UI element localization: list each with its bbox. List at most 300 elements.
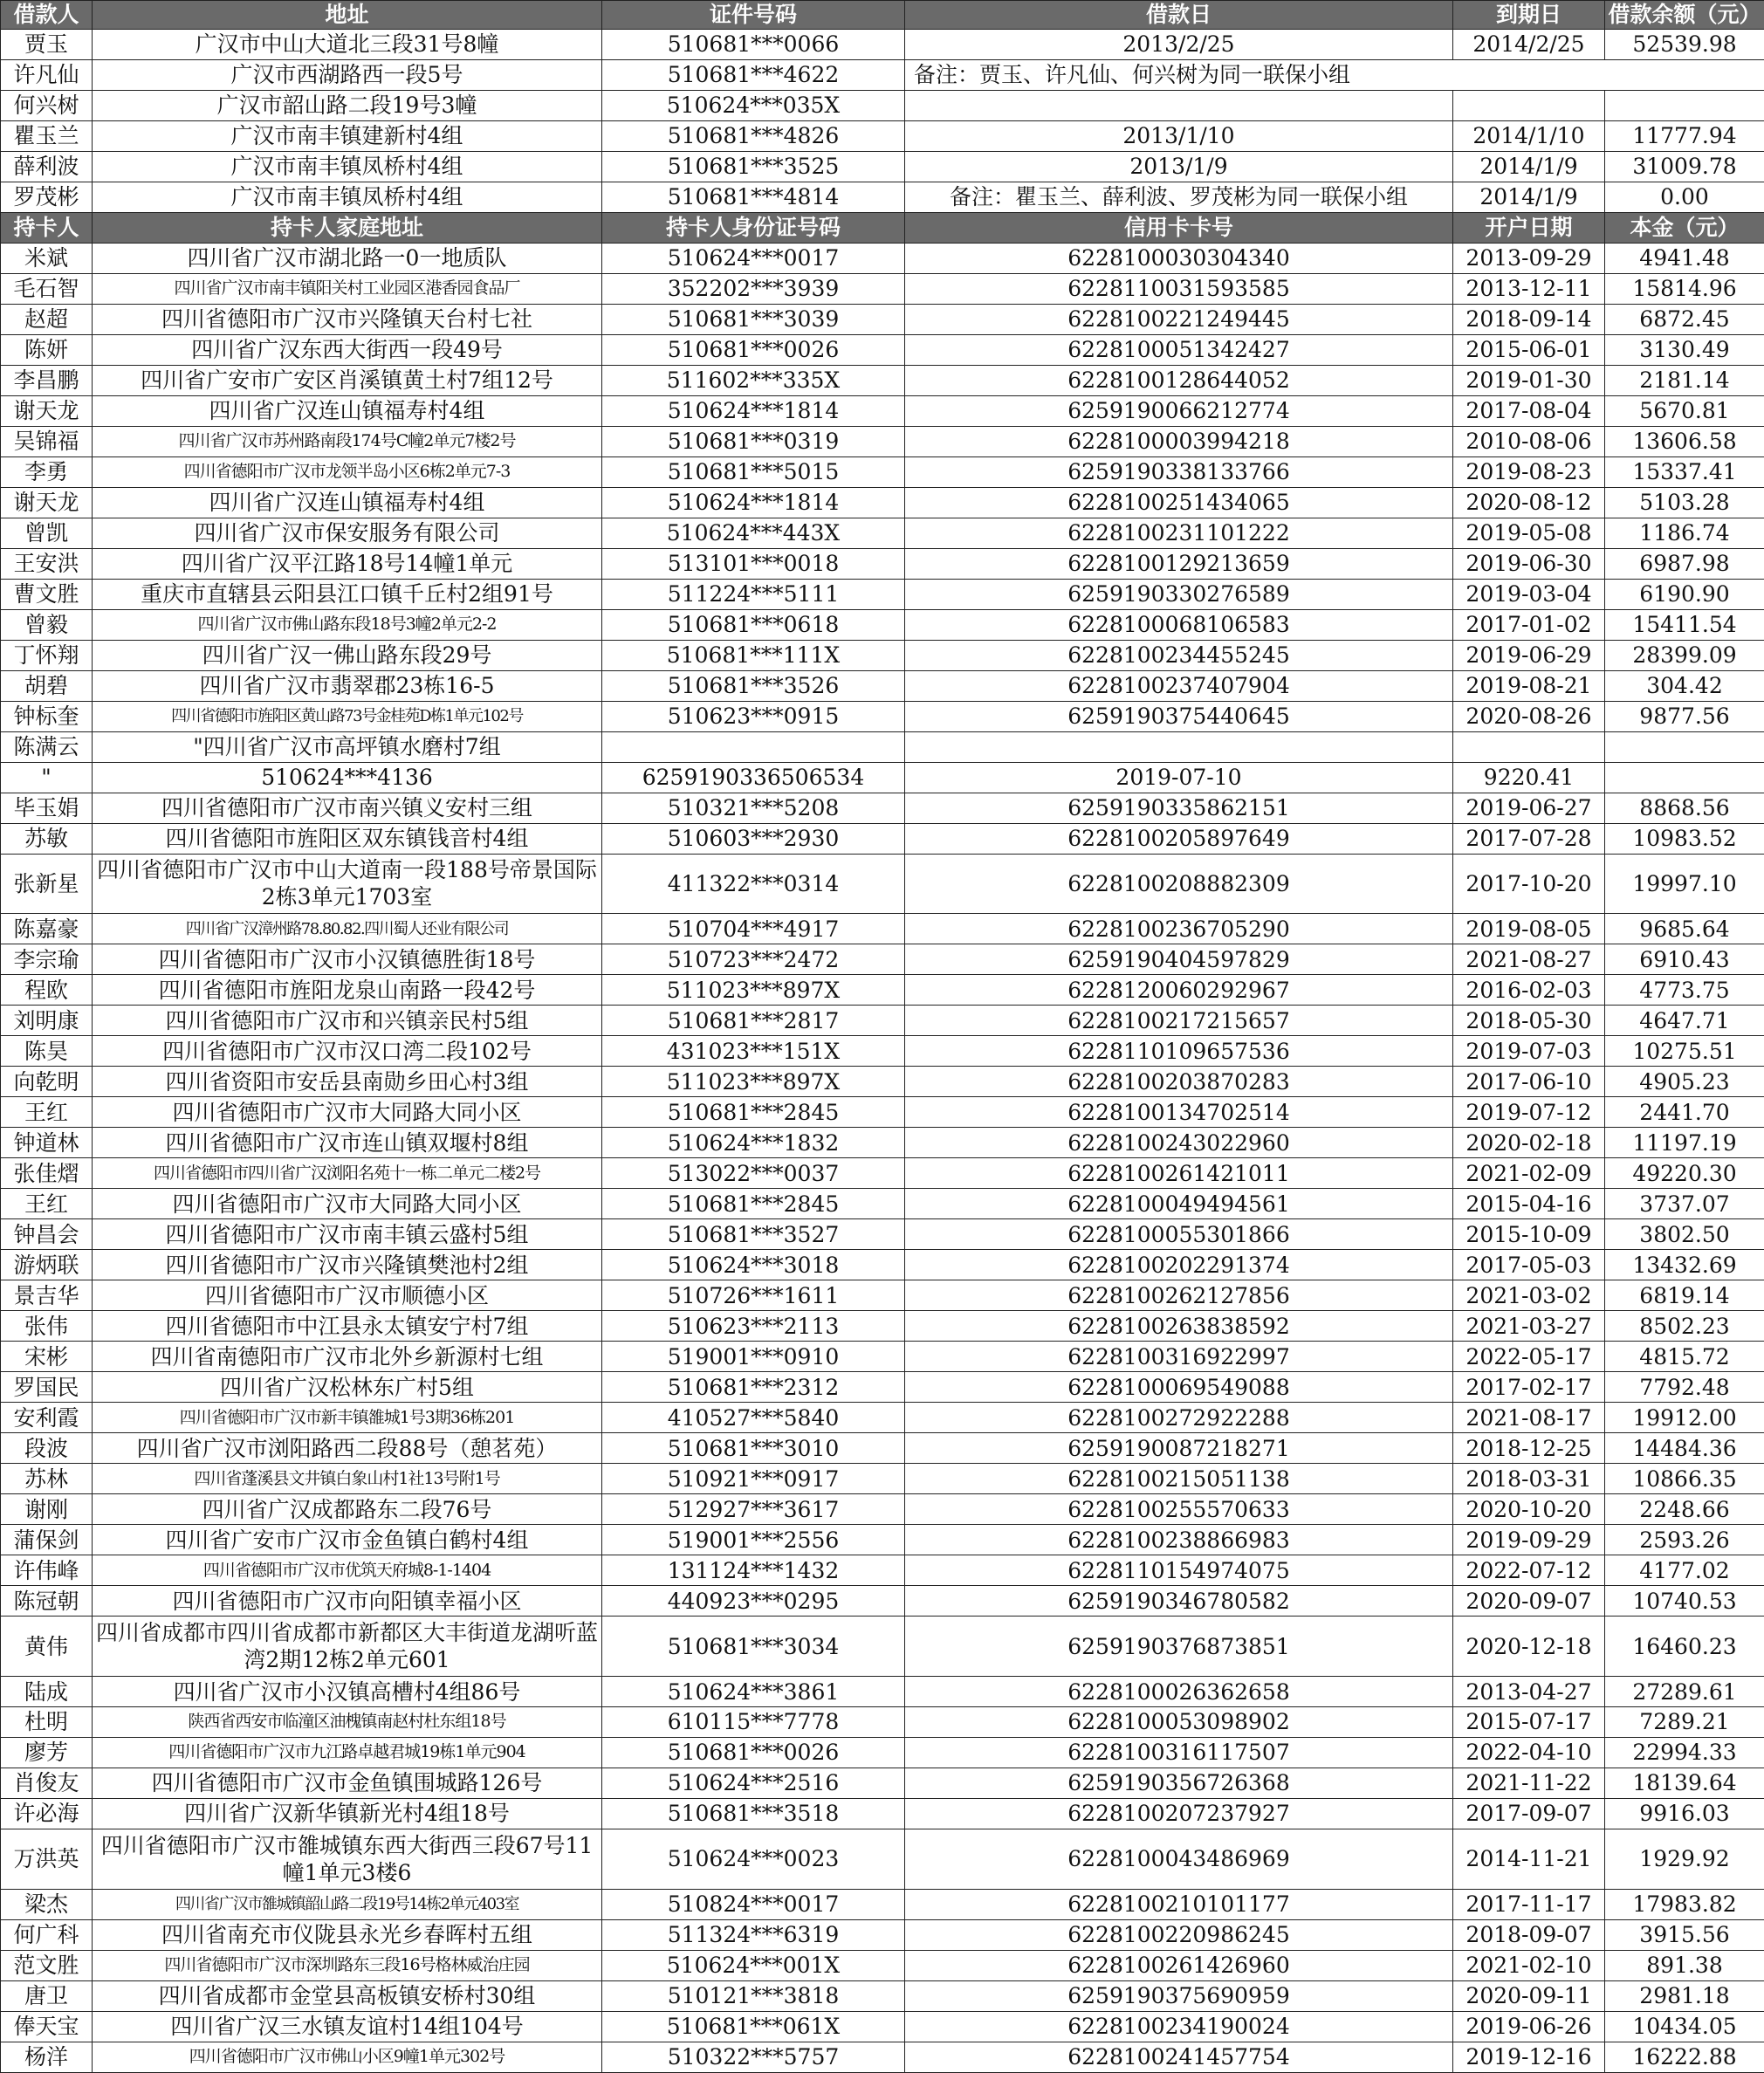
card-row [1, 1067, 1764, 1097]
address-cell: 广汉市南丰镇建新村4组 [93, 120, 602, 151]
id-cell: 440923***0295 [602, 1586, 905, 1617]
amount-cell: 27289.61 [1605, 1677, 1764, 1707]
name-cell: 毛石智 [1, 273, 93, 304]
card-cell: 6228100205897649 [905, 823, 1453, 854]
amount-cell: 19912.00 [1605, 1403, 1764, 1433]
date-cell: 2010-08-06 [1453, 426, 1605, 456]
card-cell: 6228100236705290 [905, 914, 1453, 944]
balance-cell: 0.00 [1605, 182, 1764, 212]
name-cell: 何广科 [1, 1919, 93, 1950]
date-cell: 2020-09-07 [1453, 1586, 1605, 1617]
column-header: 本金（元） [1605, 212, 1764, 243]
remark-cell: 备注：贾玉、许凡仙、何兴树为同一联保小组 [905, 59, 1764, 90]
name-cell: 蒲保剑 [1, 1525, 93, 1555]
card-cell: 6228100134702514 [905, 1097, 1453, 1128]
date-cell: 2019-06-29 [1453, 640, 1605, 670]
name-cell: 张伟 [1, 1311, 93, 1342]
card-row [1, 2011, 1764, 2042]
amount-cell: 13606.58 [1605, 426, 1764, 456]
card-row [1, 1006, 1764, 1036]
id-cell: 510681***0618 [602, 609, 905, 640]
loan-date-cell: 2013/1/9 [905, 151, 1453, 182]
amount-cell: 7792.48 [1605, 1372, 1764, 1403]
amount-cell: 10434.05 [1605, 2011, 1764, 2042]
id-cell: 511324***6319 [602, 1919, 905, 1950]
amount-cell: 5103.28 [1605, 487, 1764, 518]
address-cell: 四川省广汉市雒城镇韶山路二段19号14栋2单元403室 [93, 1889, 602, 1919]
card-cell: 6228100069549088 [905, 1372, 1453, 1403]
id-cell: 510624***0023 [602, 1829, 905, 1889]
empty-cell [1605, 731, 1764, 762]
id-cell: 510681***111X [602, 640, 905, 670]
address-cell: 四川省德阳市广汉市龙领半岛小区6栋2单元7-3 [93, 456, 602, 487]
card-row [1, 670, 1764, 701]
address-cell: 四川省资阳市安岳县南勋乡田心村3组 [93, 1067, 602, 1097]
address-cell: 四川省德阳市广汉市深圳路东三段16号格林威治庄园 [93, 1950, 602, 1980]
name-cell: 陈昊 [1, 1036, 93, 1067]
amount-cell: 9220.41 [1453, 762, 1605, 793]
amount-cell: 4177.02 [1605, 1555, 1764, 1586]
card-cell: 6228100221249445 [905, 304, 1453, 334]
card-cell: 6228110031593585 [905, 273, 1453, 304]
column-header: 地址 [93, 1, 602, 30]
id-cell: 510921***0917 [602, 1464, 905, 1494]
id-cell: 519001***2556 [602, 1525, 905, 1555]
name-cell: 段波 [1, 1433, 93, 1464]
id-cell: 510704***4917 [602, 914, 905, 944]
card-cell: 6228100203870283 [905, 1067, 1453, 1097]
amount-cell: 2248.66 [1605, 1494, 1764, 1525]
name-cell: 曹文胜 [1, 579, 93, 609]
amount-cell: 10983.52 [1605, 823, 1764, 854]
card-cell: 6228100316117507 [905, 1737, 1453, 1768]
balance-cell: 31009.78 [1605, 151, 1764, 182]
card-row [1, 1280, 1764, 1311]
amount-cell: 9685.64 [1605, 914, 1764, 944]
name-cell: 宋彬 [1, 1342, 93, 1372]
id-cell: 510681***061X [602, 2011, 905, 2042]
amount-cell: 7289.21 [1605, 1707, 1764, 1738]
card-cell: 6228100251434065 [905, 487, 1453, 518]
address-cell: 四川省德阳市广汉市金鱼镇围城路126号 [93, 1768, 602, 1798]
address-cell: 广汉市南丰镇凤桥村4组 [93, 151, 602, 182]
amount-cell: 49220.30 [1605, 1158, 1764, 1189]
address-cell: 四川省广汉市小汉镇高槽村4组86号 [93, 1677, 602, 1707]
date-cell: 2015-10-09 [1453, 1219, 1605, 1250]
id-cell: 510681***4622 [602, 59, 905, 90]
card-row [1, 395, 1764, 426]
card-row [1, 1433, 1764, 1464]
balance-cell: 11777.94 [1605, 120, 1764, 151]
name-cell: 罗茂彬 [1, 182, 93, 212]
address-cell: 四川省成都市四川省成都市新都区大丰街道龙湖听蓝湾2期12栋2单元601 [93, 1617, 602, 1677]
name-cell: 毕玉娟 [1, 793, 93, 823]
id-cell: 510681***2845 [602, 1097, 905, 1128]
card-cell: 6228110154974075 [905, 1555, 1453, 1586]
date-cell: 2019-06-27 [1453, 793, 1605, 823]
date-cell: 2019-07-10 [905, 762, 1453, 793]
address-cell: 四川省德阳市旌阳区黄山路73号金桂苑D栋1单元102号 [93, 701, 602, 731]
card-row [1, 273, 1764, 304]
date-cell: 2019-06-26 [1453, 2011, 1605, 2042]
column-header: 借款人 [1, 1, 93, 30]
date-cell: 2019-08-05 [1453, 914, 1605, 944]
address-cell: 四川省广安市广安区肖溪镇黄土村7组12号 [93, 365, 602, 395]
card-row [1, 518, 1764, 548]
amount-cell: 6872.45 [1605, 304, 1764, 334]
address-cell: 广汉市西湖路西一段5号 [93, 59, 602, 90]
address-cell: 广汉市中山大道北三段31号8幢 [93, 29, 602, 59]
address-cell: 重庆市直辖县云阳县江口镇千丘村2组91号 [93, 579, 602, 609]
address-cell: 四川省德阳市广汉市汉口湾二段102号 [93, 1036, 602, 1067]
table-body [1, 1, 1764, 2073]
address-cell: 四川省广汉市翡翠郡23栋16-5 [93, 670, 602, 701]
id-cell: 410527***5840 [602, 1403, 905, 1433]
date-cell: 2020-02-18 [1453, 1128, 1605, 1158]
id-cell: 510624***0017 [602, 243, 905, 273]
id-cell: 510623***2113 [602, 1311, 905, 1342]
amount-cell: 3915.56 [1605, 1919, 1764, 1950]
card-header-row [1, 212, 1764, 243]
card-cell: 6228100128644052 [905, 365, 1453, 395]
address-cell: 四川省德阳市旌阳龙泉山南路一段42号 [93, 975, 602, 1006]
balance-cell: 52539.98 [1605, 29, 1764, 59]
amount-cell: 22994.33 [1605, 1737, 1764, 1768]
id-cell: 510681***4814 [602, 182, 905, 212]
empty-cell [905, 731, 1453, 762]
name-cell: 陈满云 [1, 731, 93, 762]
date-cell: 2019-01-30 [1453, 365, 1605, 395]
address-cell: 四川省广汉三水镇友谊村14组104号 [93, 2011, 602, 2042]
due-date-cell: 2014/1/10 [1453, 120, 1605, 151]
card-row [1, 1097, 1764, 1128]
id-cell: 510624***035X [602, 90, 905, 120]
id-cell: 510624***4136 [93, 762, 602, 793]
name-cell: 程欧 [1, 975, 93, 1006]
name-cell: 苏林 [1, 1464, 93, 1494]
card-row [1, 1586, 1764, 1617]
name-cell: 赵超 [1, 304, 93, 334]
id-cell: 510624***3018 [602, 1250, 905, 1280]
card-cell: 6228100238866983 [905, 1525, 1453, 1555]
card-cell: 6228100234190024 [905, 2011, 1453, 2042]
amount-cell: 2441.70 [1605, 1097, 1764, 1128]
card-cell: 6228100026362658 [905, 1677, 1453, 1707]
card-row [1, 1919, 1764, 1950]
address-cell: 四川省德阳市广汉市南兴镇义安村三组 [93, 793, 602, 823]
address-cell: 四川省广汉市保安服务有限公司 [93, 518, 602, 548]
name-cell: 吴锦福 [1, 426, 93, 456]
address-cell: 四川省广汉连山镇福寿村4组 [93, 395, 602, 426]
card-cell: 6228100234455245 [905, 640, 1453, 670]
card-cell: 6259190087218271 [905, 1433, 1453, 1464]
amount-cell: 13432.69 [1605, 1250, 1764, 1280]
card-row [1, 1980, 1764, 2011]
name-cell: 许凡仙 [1, 59, 93, 90]
date-cell: 2017-01-02 [1453, 609, 1605, 640]
date-cell: 2020-10-20 [1453, 1494, 1605, 1525]
date-cell: 2019-09-29 [1453, 1525, 1605, 1555]
empty-cell [1453, 731, 1605, 762]
card-row [1, 1555, 1764, 1586]
id-cell: 510726***1611 [602, 1280, 905, 1311]
amount-cell: 3802.50 [1605, 1219, 1764, 1250]
address-cell: 四川省德阳市广汉市中山大道南一段188号帝景国际2栋3单元1703室 [93, 854, 602, 914]
date-cell: 2013-09-29 [1453, 243, 1605, 273]
card-row [1, 1311, 1764, 1342]
name-cell: 谢天龙 [1, 395, 93, 426]
date-cell: 2021-08-17 [1453, 1403, 1605, 1433]
address-cell: 四川省广汉东西大街西一段49号 [93, 334, 602, 365]
amount-cell: 9916.03 [1605, 1798, 1764, 1829]
name-cell: 钟道林 [1, 1128, 93, 1158]
date-cell: 2017-07-28 [1453, 823, 1605, 854]
address-cell: 四川省广安市广汉市金鱼镇白鹤村4组 [93, 1525, 602, 1555]
card-row [1, 243, 1764, 273]
id-cell: 512927***3617 [602, 1494, 905, 1525]
id-cell: 510681***0026 [602, 334, 905, 365]
amount-cell: 4647.71 [1605, 1006, 1764, 1036]
amount-cell: 2981.18 [1605, 1980, 1764, 2011]
column-header: 到期日 [1453, 1, 1605, 30]
date-cell: 2019-07-03 [1453, 1036, 1605, 1067]
date-cell: 2019-08-21 [1453, 670, 1605, 701]
card-cell: 6228100237407904 [905, 670, 1453, 701]
amount-cell: 28399.09 [1605, 640, 1764, 670]
card-cell: 6228120060292967 [905, 975, 1453, 1006]
name-cell: 梁杰 [1, 1889, 93, 1919]
address-cell: 四川省广汉连山镇福寿村4组 [93, 487, 602, 518]
loan-row [1, 182, 1764, 212]
id-cell: 519001***0910 [602, 1342, 905, 1372]
card-cell: 6259190336506534 [602, 762, 905, 793]
card-cell: 6228100207237927 [905, 1798, 1453, 1829]
amount-cell: 16222.88 [1605, 2042, 1764, 2072]
name-cell: 谢天龙 [1, 487, 93, 518]
remark-cell: 备注：瞿玉兰、薛利波、罗茂彬为同一联保小组 [905, 182, 1453, 212]
id-cell: 510681***0319 [602, 426, 905, 456]
card-row [1, 1403, 1764, 1433]
date-cell: 2019-08-23 [1453, 456, 1605, 487]
due-date-cell [1453, 90, 1605, 120]
card-row [1, 1707, 1764, 1738]
name-cell: 杨洋 [1, 2042, 93, 2072]
name-cell: 谢刚 [1, 1494, 93, 1525]
date-cell: 2013-04-27 [1453, 1677, 1605, 1707]
date-cell: 2013-12-11 [1453, 273, 1605, 304]
amount-cell: 3130.49 [1605, 334, 1764, 365]
address-cell: 四川省德阳市广汉市优筑天府城8-1-1404 [93, 1555, 602, 1586]
amount-cell: 8502.23 [1605, 1311, 1764, 1342]
name-cell: 许伟峰 [1, 1555, 93, 1586]
card-row [1, 854, 1764, 914]
card-row [1, 1525, 1764, 1555]
card-cell: 6228100272922288 [905, 1403, 1453, 1433]
id-cell: 511023***897X [602, 1067, 905, 1097]
id-cell: 510624***1814 [602, 487, 905, 518]
card-row [1, 1036, 1764, 1067]
amount-cell: 17983.82 [1605, 1889, 1764, 1919]
loan-row [1, 59, 1764, 90]
name-cell: 廖芳 [1, 1737, 93, 1768]
address-cell: 四川省广汉市苏州路南段174号C幢2单元7楼2号 [93, 426, 602, 456]
id-cell: 510681***4826 [602, 120, 905, 151]
date-cell: 2018-05-30 [1453, 1006, 1605, 1036]
date-cell: 2017-09-07 [1453, 1798, 1605, 1829]
address-cell: 四川省广汉成都路东二段76号 [93, 1494, 602, 1525]
name-cell: 陆成 [1, 1677, 93, 1707]
card-cell: 6228100208882309 [905, 854, 1453, 914]
card-row [1, 731, 1764, 762]
id-cell: 510681***3039 [602, 304, 905, 334]
card-cell: 6228100263838592 [905, 1311, 1453, 1342]
amount-cell: 14484.36 [1605, 1433, 1764, 1464]
date-cell: 2017-05-03 [1453, 1250, 1605, 1280]
name-cell: 丁怀翔 [1, 640, 93, 670]
address-cell: 四川省德阳市广汉市大同路大同小区 [93, 1189, 602, 1219]
address-cell: 四川省德阳市广汉市顺德小区 [93, 1280, 602, 1311]
card-cell: 6259190335862151 [905, 793, 1453, 823]
address-cell: 四川省广汉漳州路78.80.82.四川蜀人还业有限公司 [93, 914, 602, 944]
card-cell: 6259190376873851 [905, 1617, 1453, 1677]
card-row [1, 1189, 1764, 1219]
due-date-cell: 2014/1/9 [1453, 151, 1605, 182]
card-cell: 6228100049494561 [905, 1189, 1453, 1219]
card-row [1, 944, 1764, 975]
loan-row [1, 120, 1764, 151]
amount-cell: 16460.23 [1605, 1617, 1764, 1677]
id-cell: 513101***0018 [602, 548, 905, 579]
card-cell: 6259190375690959 [905, 1980, 1453, 2011]
id-cell: 510681***2817 [602, 1006, 905, 1036]
card-row [1, 1219, 1764, 1250]
card-row [1, 1677, 1764, 1707]
card-cell: 6228100003994218 [905, 426, 1453, 456]
name-cell: 王安洪 [1, 548, 93, 579]
continuation-mark: " [1, 762, 93, 793]
card-row [1, 1494, 1764, 1525]
name-cell: 胡碧 [1, 670, 93, 701]
date-cell: 2019-06-30 [1453, 548, 1605, 579]
amount-cell: 8868.56 [1605, 793, 1764, 823]
card-row [1, 914, 1764, 944]
name-cell: 贾玉 [1, 29, 93, 59]
id-cell: 431023***151X [602, 1036, 905, 1067]
id-cell: 510681***3526 [602, 670, 905, 701]
date-cell: 2017-11-17 [1453, 1889, 1605, 1919]
name-cell: 俸天宝 [1, 2011, 93, 2042]
card-cell: 6259190404597829 [905, 944, 1453, 975]
card-cell: 6228100262127856 [905, 1280, 1453, 1311]
id-cell: 510624***001X [602, 1950, 905, 1980]
amount-cell: 10866.35 [1605, 1464, 1764, 1494]
loan-date-cell: 2013/2/25 [905, 29, 1453, 59]
address-cell: 广汉市韶山路二段19号3幢 [93, 90, 602, 120]
card-row [1, 1158, 1764, 1189]
name-cell: 李勇 [1, 456, 93, 487]
address-cell: 广汉市南丰镇凤桥村4组 [93, 182, 602, 212]
amount-cell: 15411.54 [1605, 609, 1764, 640]
address-cell: 四川省成都市金堂县高板镇安桥村30组 [93, 1980, 602, 2011]
address-cell: 四川省广汉平江路18号14幢1单元 [93, 548, 602, 579]
card-row [1, 579, 1764, 609]
date-cell: 2022-05-17 [1453, 1342, 1605, 1372]
id-cell: 510681***0026 [602, 1737, 905, 1768]
date-cell: 2022-04-10 [1453, 1737, 1605, 1768]
id-cell: 510681***3527 [602, 1219, 905, 1250]
card-cell: 6228100030304340 [905, 243, 1453, 273]
amount-cell: 15814.96 [1605, 273, 1764, 304]
address-cell: 四川省广汉市南丰镇阳关村工业园区港香园食品厂 [93, 273, 602, 304]
id-cell: 510681***3525 [602, 151, 905, 182]
card-row [1, 1128, 1764, 1158]
id-cell: 610115***7778 [602, 1707, 905, 1738]
amount-cell: 19997.10 [1605, 854, 1764, 914]
card-cell: 6228100215051138 [905, 1464, 1453, 1494]
address-cell: 四川省广汉新华镇新光村4组18号 [93, 1798, 602, 1829]
id-cell: 510824***0017 [602, 1889, 905, 1919]
column-header: 持卡人身份证号码 [602, 212, 905, 243]
id-cell: 510681***3034 [602, 1617, 905, 1677]
name-cell: 范文胜 [1, 1950, 93, 1980]
due-date-cell: 2014/2/25 [1453, 29, 1605, 59]
id-cell: 510121***3818 [602, 1980, 905, 2011]
amount-cell: 4905.23 [1605, 1067, 1764, 1097]
amount-cell: 10740.53 [1605, 1586, 1764, 1617]
empty-cell [1605, 762, 1764, 793]
card-cell: 6228100051342427 [905, 334, 1453, 365]
column-header: 持卡人 [1, 212, 93, 243]
amount-cell: 11197.19 [1605, 1128, 1764, 1158]
name-cell: 薛利波 [1, 151, 93, 182]
card-row [1, 1372, 1764, 1403]
name-cell: 安利霞 [1, 1403, 93, 1433]
card-row [1, 701, 1764, 731]
column-header: 开户日期 [1453, 212, 1605, 243]
address-cell: 四川省广汉市湖北路一0一地质队 [93, 243, 602, 273]
card-cell: 6228100053098902 [905, 1707, 1453, 1738]
id-cell: 510681***0066 [602, 29, 905, 59]
name-cell: 唐卫 [1, 1980, 93, 2011]
date-cell: 2021-08-27 [1453, 944, 1605, 975]
name-cell: 杜明 [1, 1707, 93, 1738]
loan-header-row [1, 1, 1764, 30]
card-row [1, 1768, 1764, 1798]
name-cell: 黄伟 [1, 1617, 93, 1677]
date-cell: 2019-12-16 [1453, 2042, 1605, 2072]
name-cell: 米斌 [1, 243, 93, 273]
card-cell: 6228100217215657 [905, 1006, 1453, 1036]
card-row [1, 334, 1764, 365]
id-cell: 510624***3861 [602, 1677, 905, 1707]
date-cell: 2019-07-12 [1453, 1097, 1605, 1128]
date-cell: 2020-08-26 [1453, 701, 1605, 731]
name-cell: 曾毅 [1, 609, 93, 640]
address-cell: 四川省广汉松林东广村5组 [93, 1372, 602, 1403]
name-cell: 刘明康 [1, 1006, 93, 1036]
card-cell: 6228100043486969 [905, 1829, 1453, 1889]
name-cell: 陈冠朝 [1, 1586, 93, 1617]
card-cell: 6228100220986245 [905, 1919, 1453, 1950]
address-cell: 四川省蓬溪县文井镇白象山村1社13号附1号 [93, 1464, 602, 1494]
card-row [1, 487, 1764, 518]
id-cell: 510723***2472 [602, 944, 905, 975]
card-cell: 6259190356726368 [905, 1768, 1453, 1798]
card-cell: 6228100261426960 [905, 1950, 1453, 1980]
card-cell: 6259190375440645 [905, 701, 1453, 731]
address-cell: 四川省广汉市佛山路东段18号3幢2单元2-2 [93, 609, 602, 640]
date-cell: 2021-11-22 [1453, 1768, 1605, 1798]
